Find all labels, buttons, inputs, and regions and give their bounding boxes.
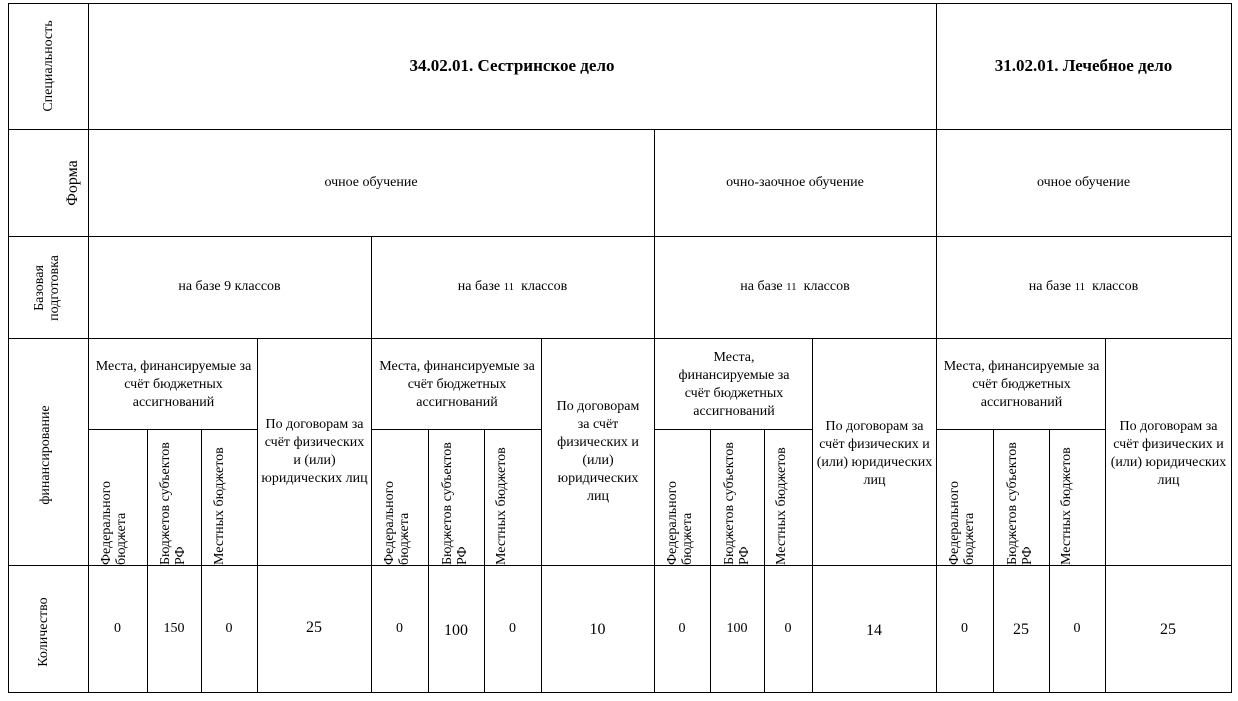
quantity-cell: 150 — [163, 621, 185, 636]
base-num: 11 — [786, 281, 797, 293]
form-full-time: очное обучение — [324, 174, 418, 190]
quantity-cell: 0 — [225, 621, 233, 636]
quantity-cell: 0 — [784, 621, 792, 636]
quantity-cell: 25 — [1160, 621, 1176, 638]
subjects-budget-header: Бюджетов субъектов РФ — [1005, 442, 1035, 565]
base-grade11-nursing — [371, 236, 654, 338]
base-num: 11 — [1074, 281, 1086, 293]
quantity-cell: 0 — [961, 621, 968, 636]
row-header-form: Форма — [63, 160, 81, 206]
budget-places-header: Места, финансируемые за счёт бюджетных ассигнований — [95, 358, 252, 410]
quantity-cell: 0 — [678, 621, 686, 636]
quantity-cell: 0 — [396, 621, 403, 636]
form-part-time: очно-заочное обучение — [726, 174, 864, 190]
base-suffix: классов — [803, 279, 850, 294]
budget-places-header: Места, финансируемые за счёт бюджетных ассигнований — [943, 358, 1100, 410]
subjects-budget-header: Бюджетов субъектов РФ — [722, 442, 752, 565]
budget-places-header: Места, финансируемые за счёт бюджетных ассигнований — [678, 349, 790, 419]
base-prefix: на базе — [1028, 279, 1072, 294]
base-grade9: на базе 9 классов — [178, 279, 281, 294]
quantity-cell: 0 — [509, 621, 516, 636]
specialty-nursing: 34.02.01. Сестринское дело — [409, 56, 615, 75]
quantity-cell: 0 — [114, 621, 121, 636]
local-budget-header: Местных бюджетов — [211, 447, 227, 565]
base-grade11-medical — [936, 236, 1231, 338]
quantity-cell: 14 — [866, 622, 882, 639]
federal-budget-header: Федерального бюджета — [665, 480, 695, 565]
contracts-header: По договорам за счёт физических и (или) юридических лиц — [816, 419, 933, 488]
federal-budget-header: Федерального бюджета — [382, 480, 412, 565]
form-full-time-medical: очное обучение — [1036, 174, 1131, 190]
base-suffix: классов — [1092, 279, 1139, 294]
base-prefix: на базе — [457, 279, 501, 294]
row-header-financing: финансирование — [37, 405, 53, 505]
quantity-cell: 25 — [306, 619, 322, 636]
row-header-specialty: Специальность — [40, 20, 56, 112]
subjects-budget-header: Бюджетов субъектов РФ — [158, 442, 188, 565]
specialty-medical: 31.02.01. Лечебное дело — [994, 56, 1173, 75]
contracts-header: По договорам за счёт физических и (или) юридических лиц — [1110, 419, 1227, 488]
base-num: 11 — [503, 281, 515, 293]
row-header-quantity: Количество — [35, 597, 51, 667]
base-prefix: на базе — [740, 279, 783, 294]
contracts-header: По договорам за счёт физических и (или) юридических лиц — [556, 399, 640, 504]
local-budget-header: Местных бюджетов — [493, 447, 509, 565]
row-header-base: Базовая подготовка — [32, 255, 62, 321]
quantity-cell: 10 — [589, 621, 606, 638]
contracts-header: По договорам за счёт физических и (или) юридических лиц — [261, 417, 368, 486]
quantity-cell: 100 — [726, 621, 748, 636]
federal-budget-header: Федерального бюджета — [99, 480, 129, 565]
local-budget-header: Местных бюджетов — [773, 447, 789, 565]
quantity-cell: 0 — [1073, 621, 1081, 636]
federal-budget-header: Федерального бюджета — [947, 480, 977, 565]
subjects-budget-header: Бюджетов субъектов РФ — [440, 442, 470, 565]
local-budget-header: Местных бюджетов — [1058, 447, 1074, 565]
quantity-cell: 25 — [1013, 621, 1029, 638]
base-suffix: классов — [521, 279, 568, 294]
quantity-cell: 100 — [444, 622, 468, 639]
base-grade11-part-time — [654, 236, 936, 338]
budget-places-header: Места, финансируемые за счёт бюджетных ассигнований — [379, 358, 535, 410]
